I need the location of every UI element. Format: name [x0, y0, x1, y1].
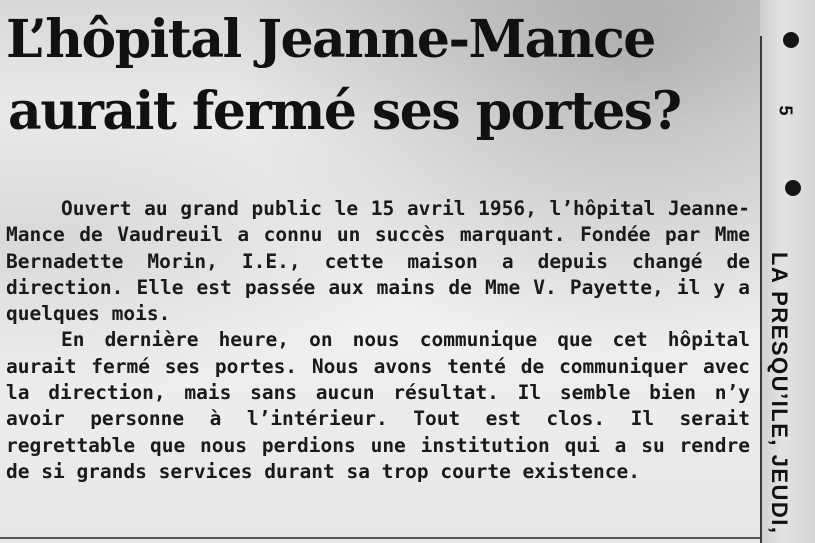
- column-divider-rule: [760, 36, 762, 543]
- article-paragraph-2: En dernière heure, on nous communique que cet hôpital aurait fermé ses portes. Nous avons tenté de communiquer avec la direction, mais sans aucun résultat. Il semble bien n’y avoir personne à l’intérieur. Tout est clos. Il serait regrettable que nous perdions une institution qui a su rendre de si grands services durant sa trop courte existence.: [6, 328, 750, 483]
- article-body: [6, 196, 750, 485]
- headline-line-2: aurait fermé ses portes?: [8, 81, 681, 142]
- newspaper-name-vertical: LA PRESQU’ILE, JEUDI,: [767, 252, 792, 535]
- headline-line-1: L’hôpital Jeanne-Mance: [6, 9, 655, 70]
- page-number: 5: [775, 105, 796, 116]
- article-paragraph-1: Ouvert au grand public le 15 avril 1956, l’hôpital Jeanne-Mance de Vaudreuil a connu un succès marquant. Fondée par Mme Bernadette Morin, I.E., cette maison a depuis changé de direction. Elle est passée aux mains de Mme V. Payette, il y a quelques mois.: [6, 197, 750, 326]
- binding-hole-dot: [783, 32, 799, 48]
- bottom-divider-rule: [0, 537, 760, 539]
- binding-hole-dot: [785, 180, 801, 196]
- article-headline: [6, 4, 756, 148]
